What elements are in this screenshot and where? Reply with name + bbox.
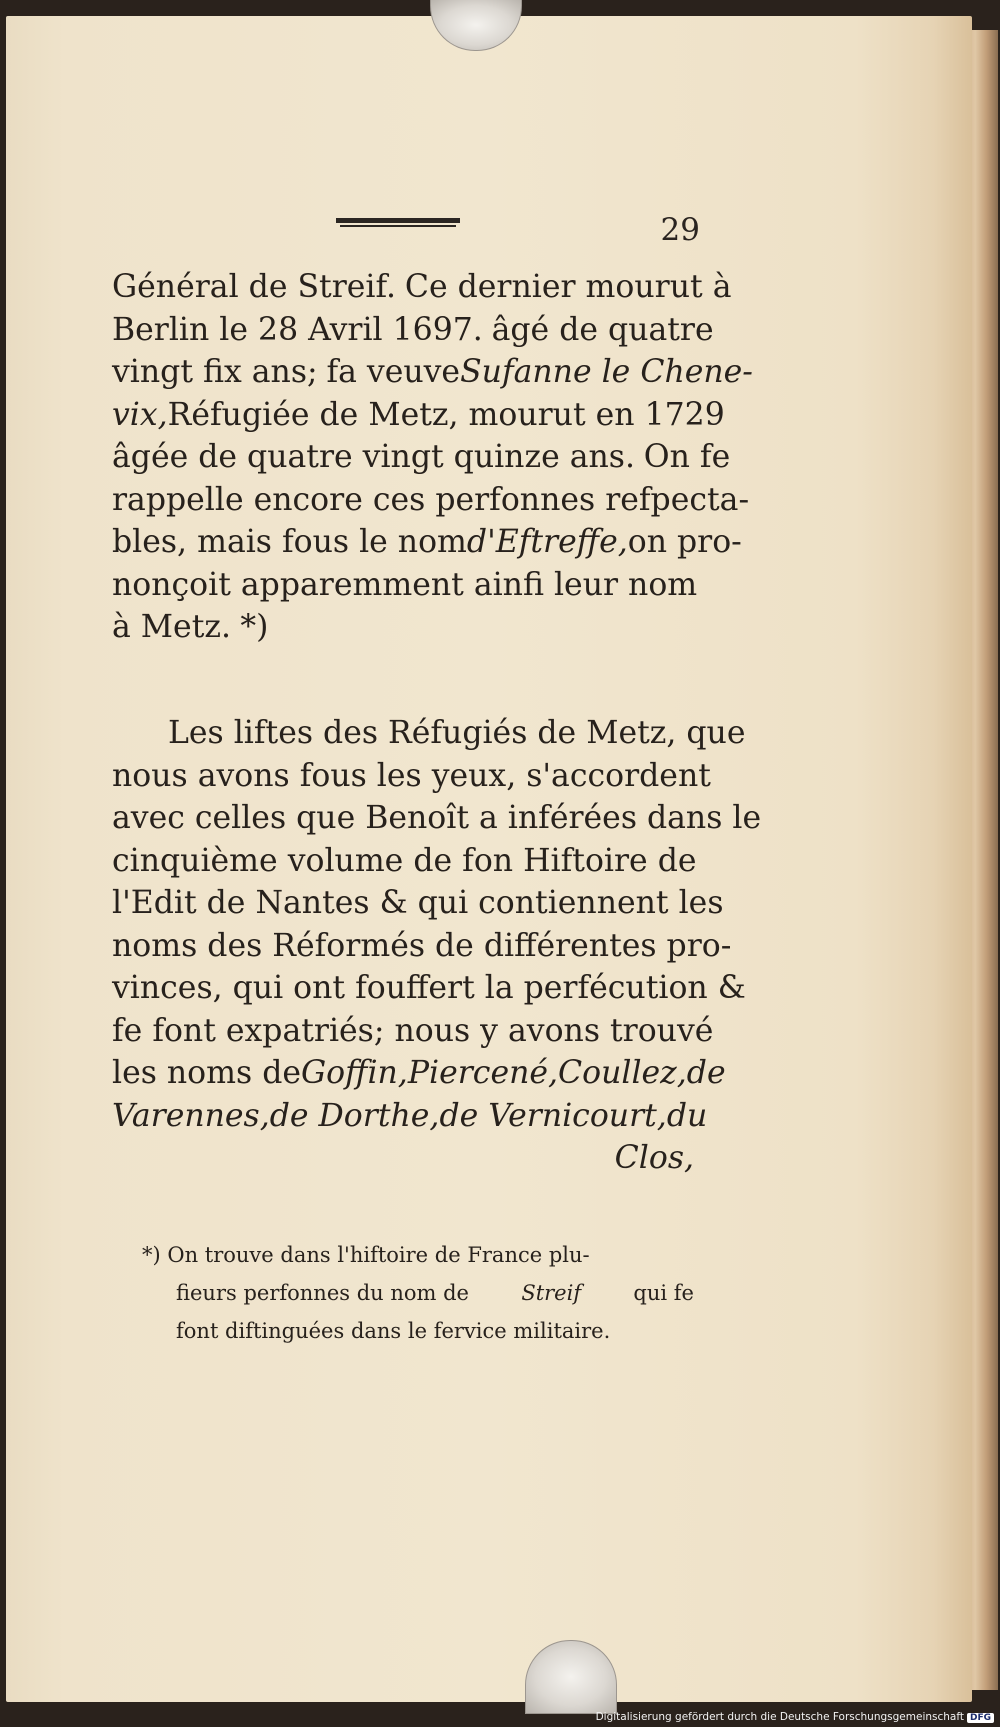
text-line: rappelle encore ces perfonnes refpecta-: [112, 481, 750, 518]
text-line: Général de Streif. Ce dernier mourut à: [112, 269, 732, 305]
text-line: âgée de quatre vingt quinze ans. On fe: [112, 439, 731, 475]
digitization-credit: Digitalisierung gefördert durch die Deutsche Forschungsgemeinschaft DFG: [596, 1711, 994, 1723]
italic-name: du: [666, 1097, 708, 1134]
paragraph-1: [112, 266, 753, 649]
text-line: vinces, qui ont fouffert la perfécution &: [112, 970, 746, 1006]
italic-name: Piercené,: [407, 1055, 559, 1091]
dfg-logo-icon: DFG: [967, 1713, 994, 1723]
footnote-line: font diftinguées dans le fervice militaire.: [176, 1319, 611, 1343]
italic-name: vix,: [112, 396, 168, 433]
footnote-line: *) On trouve dans l'hiftoire de France plu-: [142, 1243, 590, 1267]
text-line: Les liftes des Réfugiés de Metz, que: [168, 715, 746, 751]
footnote: [142, 1236, 694, 1350]
text-line: vix, Réfugiée de Metz, mourut en 1729: [112, 394, 694, 437]
italic-name: Varennes,: [112, 1097, 270, 1134]
text-line: vingt fix ans; fa veuve Sufanne le Chene-: [112, 351, 694, 394]
text-line: nonçoit apparemment ainfi leur nom: [112, 566, 698, 603]
italic-name: Sufanne le Chene-: [460, 354, 753, 390]
text-line: avec celles que Benoît a inférées dans le: [112, 800, 762, 836]
footnote-marker: *): [240, 609, 269, 645]
page-number: 29: [660, 212, 700, 248]
paragraph-2: [112, 712, 762, 1180]
italic-name: de: [686, 1055, 726, 1091]
text-line: l'Edit de Nantes & qui contiennent les: [112, 885, 724, 921]
text-line: fe font expatriés; nous y avons trouvé: [112, 1012, 714, 1049]
text-line: les noms de Goffin, Piercené, Coullez, de: [112, 1052, 694, 1095]
header-ornament-rule: [336, 218, 460, 228]
text-line: à Metz. *): [112, 606, 694, 649]
italic-name: d'Eftreffe,: [466, 524, 628, 560]
italic-name: Coullez,: [558, 1055, 687, 1091]
text-line: cinquième volume de fon Hiftoire de: [112, 842, 697, 879]
italic-name: Goffin,: [301, 1055, 408, 1091]
text-line: nous avons fous les yeux, s'accordent: [112, 757, 711, 794]
italic-name: Streif: [521, 1281, 582, 1305]
italic-name: de Dorthe,: [269, 1097, 440, 1134]
catchword-line: [112, 1137, 694, 1180]
italic-name: de Vernicourt,: [439, 1097, 667, 1134]
catchword: Clos,: [614, 1140, 694, 1176]
text-line: Berlin le 28 Avril 1697. âgé de quatre: [112, 311, 714, 348]
footnote-line: fieurs perfonnes du nom de Streif qui fe: [142, 1274, 694, 1312]
text-line: [112, 1095, 708, 1138]
text-line: noms des Réformés de différentes pro-: [112, 927, 732, 964]
text-line: bles, mais fous le nom d'Eftreffe, on pro-: [112, 521, 694, 564]
